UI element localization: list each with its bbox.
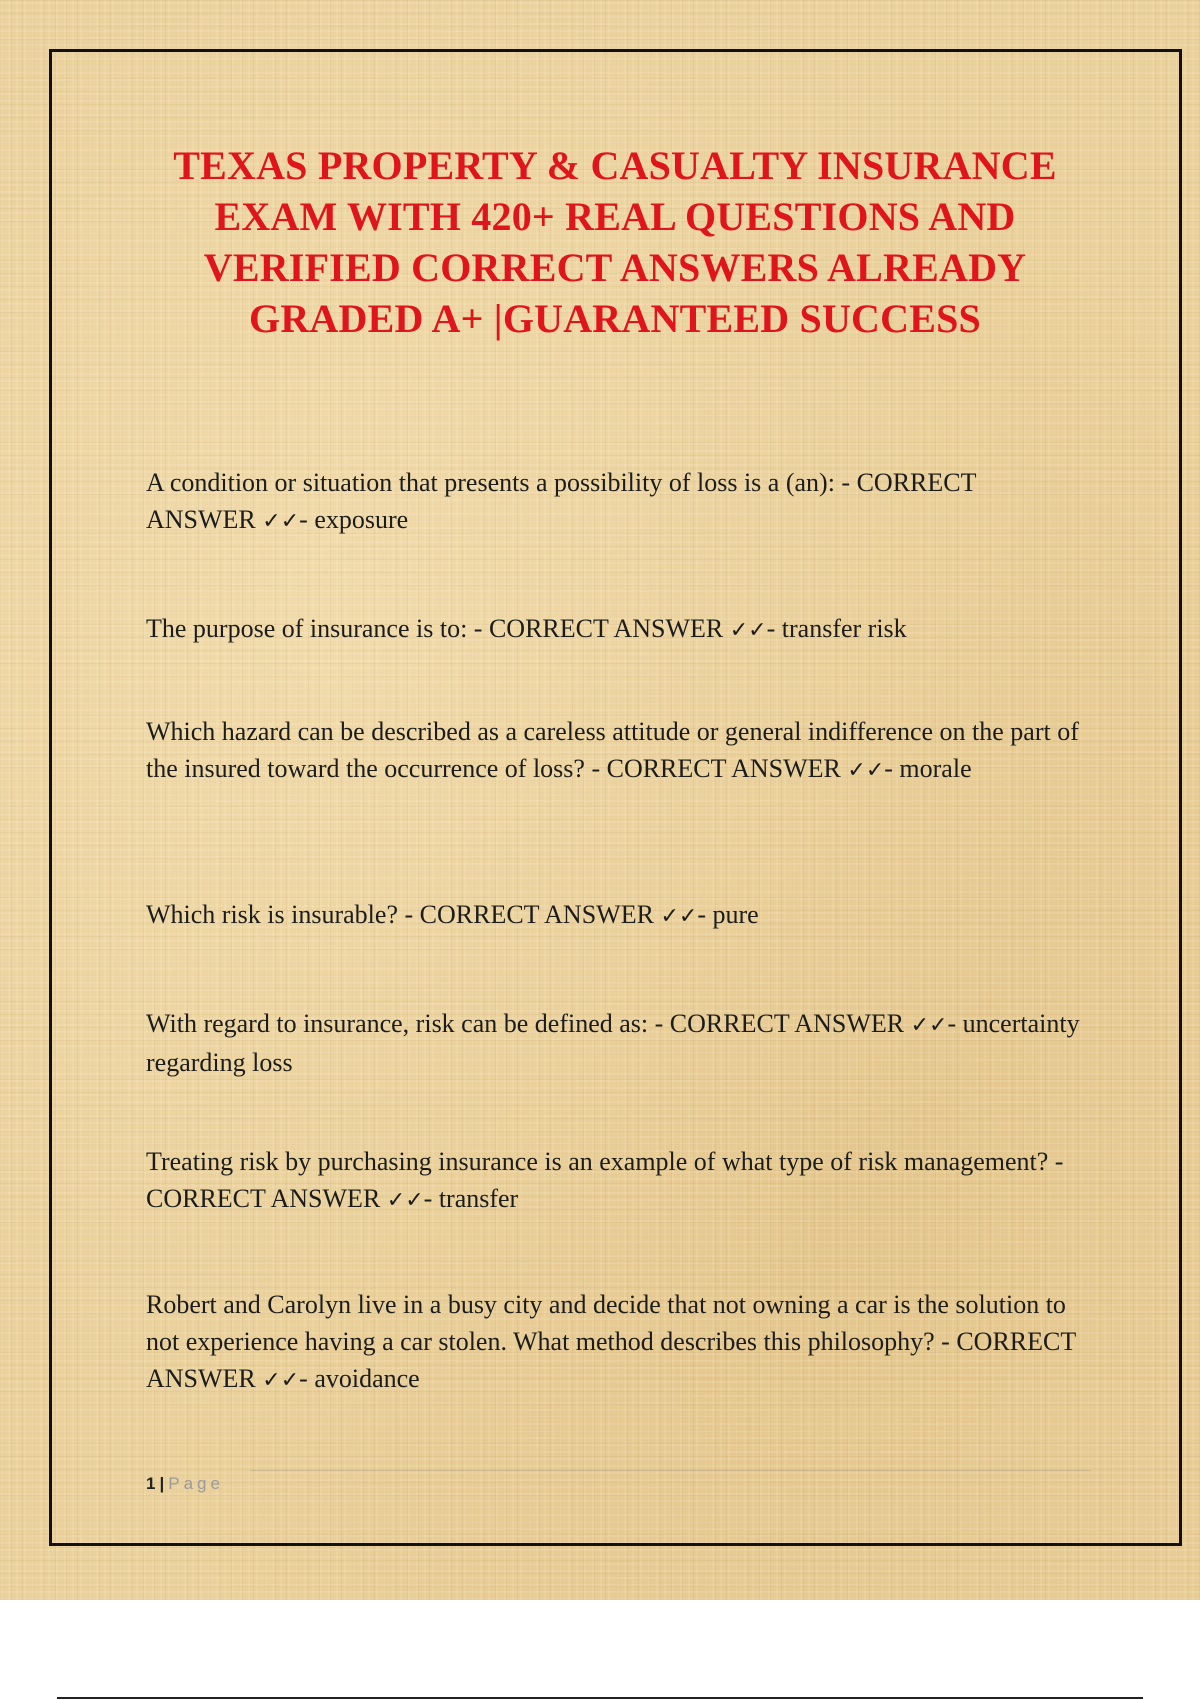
footer-divider xyxy=(250,1470,1090,1471)
question-text: A condition or situation that presents a possibility of loss is a (an): - CORRECT ANSWER xyxy=(146,468,977,534)
answer-text: - avoidance xyxy=(299,1364,420,1393)
answer-text: - morale xyxy=(884,754,972,783)
question-text: Which risk is insurable? - CORRECT ANSWER xyxy=(146,900,661,929)
qa-item-4 xyxy=(146,896,1086,935)
page-footer xyxy=(146,1474,224,1494)
document-title: TEXAS PROPERTY & CASUALTY INSURANCE EXAM WITH 420+ REAL QUESTIONS AND VERIFIED CORRECT ANSWERS ALREADY GRADED A+ |GUARANTEED SUCCESS xyxy=(173,143,1057,341)
page-number: 1 xyxy=(146,1474,156,1493)
answer-text: - transfer risk xyxy=(766,614,907,643)
qa-item-5 xyxy=(146,1005,1086,1081)
answer-text: - transfer xyxy=(423,1184,519,1213)
double-check-icon: ✓✓ xyxy=(262,1368,300,1393)
qa-item-3 xyxy=(146,713,1086,789)
answer-text: - uncertainty regarding loss xyxy=(146,1009,1080,1077)
double-check-icon: ✓✓ xyxy=(910,1013,948,1038)
footer-separator: | xyxy=(159,1474,165,1493)
double-check-icon: ✓✓ xyxy=(847,758,885,783)
question-text: The purpose of insurance is to: - CORRECT ANSWER xyxy=(146,614,730,643)
question-text: With regard to insurance, risk can be defined as: - CORRECT ANSWER xyxy=(146,1009,911,1038)
question-text: Treating risk by purchasing insurance is an example of what type of risk management? - CORRECT ANSWER xyxy=(146,1147,1064,1213)
double-check-icon: ✓✓ xyxy=(729,618,767,643)
double-check-icon: ✓✓ xyxy=(262,509,300,534)
page-label: Page xyxy=(168,1474,224,1493)
qa-item-6 xyxy=(146,1143,1086,1219)
answer-text: - exposure xyxy=(299,505,409,534)
question-text: Robert and Carolyn live in a busy city and decide that not owning a car is the solution to not experience having a car stolen. What method describes this philosophy? - CORRECT ANSWER xyxy=(146,1290,1076,1393)
bottom-divider xyxy=(57,1697,1143,1699)
double-check-icon: ✓✓ xyxy=(386,1188,424,1213)
qa-item-2 xyxy=(146,610,1086,649)
qa-item-7 xyxy=(146,1286,1086,1399)
double-check-icon: ✓✓ xyxy=(660,904,698,929)
answer-text: - pure xyxy=(697,900,759,929)
qa-item-1 xyxy=(146,464,1086,540)
question-text: Which hazard can be described as a careless attitude or general indifference on the part of the insured toward the occurrence of loss? - CORRECT ANSWER xyxy=(146,717,1079,783)
